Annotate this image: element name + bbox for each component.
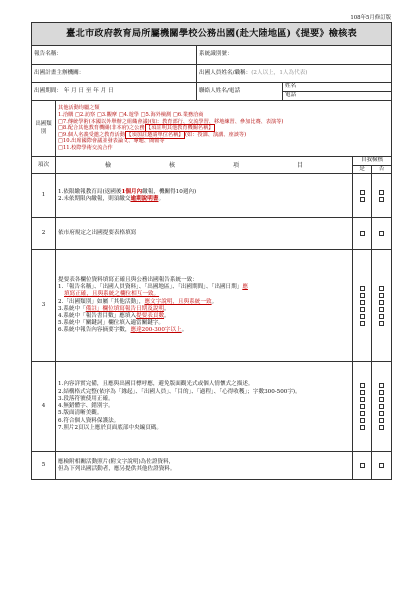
yes-checkbox[interactable] (360, 463, 365, 468)
no-checkbox[interactable] (379, 307, 384, 312)
yes-checkbox[interactable] (360, 231, 365, 236)
yes-checkbox[interactable] (360, 397, 365, 402)
no-checkbox[interactable] (379, 190, 384, 195)
traveler-hint: (2人以上，1人為代表) (251, 69, 308, 76)
contact-name-field[interactable]: 姓名 (283, 83, 392, 92)
col-item-header: 檢 核 項 目 (56, 157, 353, 174)
yes-checkbox[interactable] (360, 418, 365, 423)
yes-checkbox[interactable] (360, 293, 365, 298)
col-yes-header: 是 (353, 166, 372, 174)
no-checkbox[interactable] (379, 425, 384, 430)
yes-checkbox[interactable] (360, 286, 365, 291)
yes-checkbox[interactable] (360, 307, 365, 312)
item-number: 4 (32, 362, 56, 452)
yes-checkbox[interactable] (360, 411, 365, 416)
category-label: 出國類別 (32, 101, 56, 157)
sponsor-field[interactable]: 出國計畫主辦機關： (32, 65, 197, 83)
yes-checkbox-cell (353, 452, 372, 480)
col-self-check-header: 自我檢核 (353, 157, 392, 166)
item-content: 應檢附相關活動照片(附文字說明)為佐證資料， 但為下列出國活動者，應另提供其他佐證資料。 (56, 452, 353, 480)
yes-checkbox-cell (353, 362, 372, 452)
item-number: 2 (32, 218, 56, 250)
checklist-row (32, 452, 392, 480)
category-line-1[interactable]: 1.洽購 □2.訪察 □3.觀摩 □4.遊學 □5.海外檢測 □6.業務洽商 (58, 112, 204, 119)
no-checkbox[interactable] (379, 293, 384, 298)
no-checkbox-cell (372, 452, 392, 480)
category-line-5[interactable]: □10.出席國際會議並發表論文、專題、簡報等 (58, 138, 165, 145)
item-content: 提要表各欄位資料填寫正確且與公務出國報告系統一致： 1.「報告名稱」、「出國人員資料」、「出國地區」、「出國期間」、「出國日期」應 填寫正確，且與系統之欄位相互一致。 2.「出國類別」如屬「其他活動」，應文字說明，且與系統一致。 3.系統中「備註」欄位填寫報告日期及說明。 4.系統中「報告書目數」應填入提要表頁數。 5.系統中「關鍵詞」欄位填入適當關鍵字。 6.系統中報告內容摘要字數，應達200-300字以上。 (56, 250, 353, 362)
item-number: 3 (32, 250, 56, 362)
traveler-field[interactable]: 出國人員姓名/職稱：(2人以上，1人為代表) (197, 65, 392, 83)
period-field[interactable]: 出國期間： 年 月 日 至 年 月 日 (32, 83, 197, 101)
col-no-check-header: 否 (372, 166, 392, 174)
no-checkbox[interactable] (379, 314, 384, 319)
category-line-2[interactable]: □7.傳統學術(本國以外舉辦之組織會議)(如：教育部行、交流學習、移地練習、參加比賽、表演等) (58, 118, 284, 125)
category-head: 其他活動均屬之類 (58, 105, 100, 112)
yes-checkbox-cell (353, 174, 372, 218)
no-checkbox[interactable] (379, 418, 384, 423)
no-checkbox-cell (372, 174, 392, 218)
no-checkbox-cell (372, 218, 392, 250)
checklist-form (31, 22, 392, 480)
no-checkbox[interactable] (379, 411, 384, 416)
yes-checkbox[interactable] (360, 314, 365, 319)
no-checkbox[interactable] (379, 300, 384, 305)
contact-phone-field[interactable]: 電話 (283, 92, 392, 101)
yes-checkbox[interactable] (360, 404, 365, 409)
version-label: 108年5月修訂版 (350, 15, 391, 21)
category-line-6[interactable]: □11.校際學術交流合作 (58, 144, 113, 151)
no-checkbox[interactable] (379, 231, 384, 236)
no-checkbox[interactable] (379, 383, 384, 388)
no-checkbox-cell (372, 250, 392, 362)
yes-checkbox-cell (353, 250, 372, 362)
no-checkbox-cell (372, 362, 392, 452)
checklist-row (32, 250, 392, 362)
yes-checkbox[interactable] (360, 390, 365, 395)
contact-label: 聯絡人姓名/電話 (197, 83, 283, 101)
yes-checkbox[interactable] (360, 321, 365, 326)
no-checkbox[interactable] (379, 404, 384, 409)
category-options (56, 101, 392, 157)
form-title: 臺北市政府教育局所屬機關學校公務出國(赴大陸地區)《提要》檢核表 (32, 23, 392, 46)
no-checkbox[interactable] (379, 286, 384, 291)
no-checkbox[interactable] (379, 321, 384, 326)
item-number: 1 (32, 174, 56, 218)
yes-checkbox[interactable] (360, 197, 365, 202)
item-number: 5 (32, 452, 56, 480)
no-checkbox[interactable] (379, 197, 384, 202)
category-line-3[interactable]: □8.配合其他教育機關(非本府)之公務 【須註明其他教育機關名稱】 (58, 125, 214, 132)
report-name-field[interactable]: 報告名稱： (32, 46, 197, 65)
item-content: 依市府規定之出國提要表格填寫 (56, 218, 353, 250)
system-id-field[interactable]: 系統識別號： (197, 46, 392, 65)
yes-checkbox[interactable] (360, 190, 365, 195)
item-content: 1.依限繳報教育局(返國後1個月內繳報，機關得10週內) 2.未依期限內繳報，則須繳交逾期說明書。 (56, 174, 353, 218)
checklist-row (32, 362, 392, 452)
category-line-4[interactable]: □9.個人名義受邀之教育活動 【須加註邀請單位名稱】 (如：授課、演講、座談等) (58, 131, 247, 138)
yes-checkbox-cell (353, 218, 372, 250)
yes-checkbox[interactable] (360, 300, 365, 305)
no-checkbox[interactable] (379, 397, 384, 402)
yes-checkbox[interactable] (360, 425, 365, 430)
item-content: 1.內容詳實完備，且應與出國目標呼應，避免版面觀光式或個人情懷式之描述。 2.結構格式完整(依序為「緣起」、「出國人員」、「目的」、「過程」、「心得收穫」；字數300-500字)。 3.段落符號使用正確。 4.無錯體字、錯別字。 5.版面清晰美觀。 6.符合個人資料保護法。 7.照片2頁以上應於頁面底部中央編頁碼。 (56, 362, 353, 452)
checklist-row (32, 174, 392, 218)
yes-checkbox[interactable] (360, 383, 365, 388)
checklist-row (32, 218, 392, 250)
document-page (31, 14, 391, 480)
no-checkbox[interactable] (379, 463, 384, 468)
no-checkbox[interactable] (379, 390, 384, 395)
col-no-header: 項次 (32, 157, 56, 174)
